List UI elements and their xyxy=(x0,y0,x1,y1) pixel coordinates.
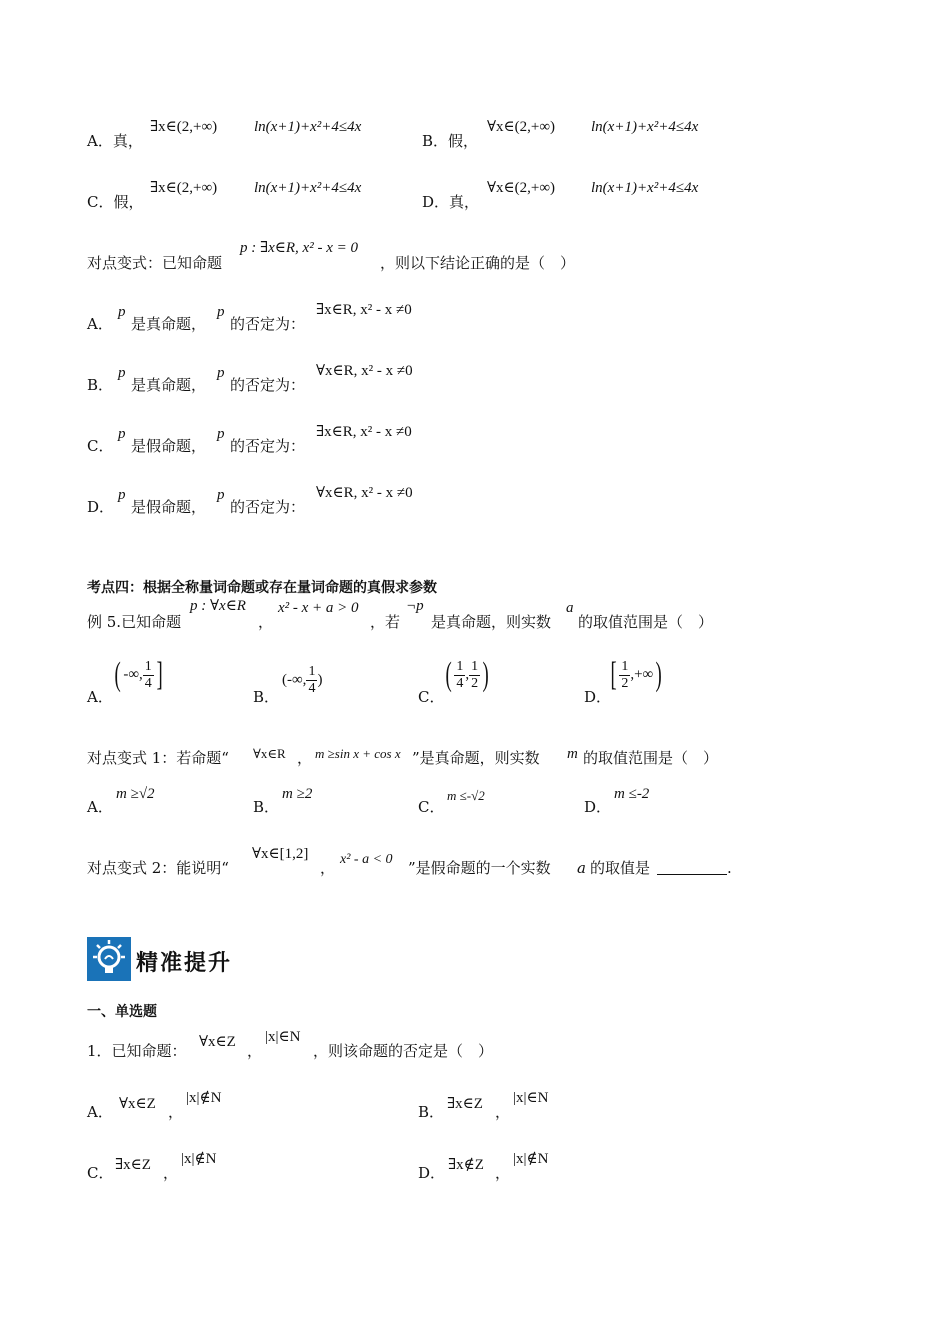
banner-title: 精准提升 xyxy=(136,951,233,976)
variant0-opt-a-p2: p xyxy=(217,304,225,320)
variant2-suffix2: 的取值是 xyxy=(590,859,651,877)
variant2-expression: x² - a < 0 xyxy=(340,852,393,867)
variant2-suffix: ”是假命题的一个实数 xyxy=(408,859,551,877)
variant0-opt-d-text1: 是假命题， xyxy=(131,498,207,516)
variant1-opt-c-label: C． xyxy=(418,798,445,816)
ex5-opt-b-interval: (-∞, $\frac{1}{4}$ ) xyxy=(282,664,323,696)
q1-expression: |x|∈N xyxy=(265,1029,301,1045)
variant0-opt-c-p: p xyxy=(118,426,126,442)
q1-opt-c-quantifier: ∃x∈Z xyxy=(115,1157,151,1173)
variant0-opt-a-text1: 是真命题， xyxy=(131,315,207,333)
variant0-prefix: 对点变式：已知命题 xyxy=(87,254,223,272)
lightbulb-icon xyxy=(87,937,131,981)
variant0-opt-b-p2: p xyxy=(217,365,225,381)
q1-opt-c-sep: ， xyxy=(163,1164,179,1182)
variant0-opt-b-negation: ∀x∈R, x² - x ≠0 xyxy=(316,363,413,379)
variant1-opt-a-label: A． xyxy=(87,798,113,816)
option-b-label: B．假， xyxy=(422,132,479,150)
q1-opt-b-expr: |x|∈N xyxy=(513,1090,549,1106)
option-a-quantifier: ∃x∈(2,+∞) xyxy=(150,119,218,135)
option-d-quantifier: ∀x∈(2,+∞) xyxy=(487,180,556,196)
ex5-opt-c-interval: ( $\frac{1}{4}$ , $\frac{1}{2}$ ) xyxy=(445,656,489,693)
option-a-expression: ln(x+1)+x²+4≤4x xyxy=(254,119,362,135)
q1-suffix: ，则该命题的否定是（ ） xyxy=(313,1042,494,1060)
q1-opt-c-label: C． xyxy=(87,1164,114,1182)
variant0-opt-d-label: D． xyxy=(87,498,115,516)
variant0-opt-a-label: A． xyxy=(87,315,113,333)
variant0-opt-d-p: p xyxy=(118,487,126,503)
option-b-expression: ln(x+1)+x²+4≤4x xyxy=(591,119,699,135)
example5-negation: ¬p xyxy=(406,598,424,614)
variant0-opt-b-p: p xyxy=(118,365,126,381)
example5-mid: ，若 xyxy=(370,613,401,631)
variant2-prefix: 对点变式 2：能说明“ xyxy=(87,859,229,877)
q1-prefix: 1．已知命题： xyxy=(87,1042,187,1060)
ex5-opt-a-label: A． xyxy=(87,688,113,706)
example5-var: a xyxy=(566,600,574,616)
option-a-label: A．真， xyxy=(87,132,143,150)
variant0-opt-d-negation: ∀x∈R, x² - x ≠0 xyxy=(316,485,413,501)
answer-blank xyxy=(657,860,727,875)
q1-opt-b-quantifier: ∃x∈Z xyxy=(447,1096,483,1112)
variant0-opt-a-text2: 的否定为： xyxy=(230,315,306,333)
variant2-var: a xyxy=(577,859,586,877)
variant0-opt-d-p2: p xyxy=(217,487,225,503)
variant1-opt-d-expr: m ≤-2 xyxy=(614,786,650,802)
variant1-prefix: 对点变式 1：若命题“ xyxy=(87,749,229,767)
variant2-end: . xyxy=(727,859,732,877)
variant0-opt-d-text2: 的否定为： xyxy=(230,498,306,516)
variant0-opt-a-negation: ∃x∈R, x² - x ≠0 xyxy=(316,302,412,318)
example5-prefix: 例 5.已知命题 xyxy=(87,613,182,631)
variant0-suffix: ，则以下结论正确的是（ ） xyxy=(380,254,576,272)
variant2-quantifier: ∀x∈[1,2] xyxy=(252,846,309,862)
option-d-label: D．真， xyxy=(422,193,480,211)
part1-heading: 一、单选题 xyxy=(87,1004,157,1020)
example5-mid2: 是真命题，则实数 xyxy=(431,613,552,631)
variant1-opt-b-expr: m ≥2 xyxy=(282,786,313,802)
q1-opt-d-quantifier: ∃x∉Z xyxy=(448,1157,484,1173)
q1-opt-d-expr: |x|∉N xyxy=(513,1151,549,1167)
q1-opt-c-expr: |x|∉N xyxy=(181,1151,217,1167)
ex5-opt-d-label: D． xyxy=(584,688,612,706)
option-d-expression: ln(x+1)+x²+4≤4x xyxy=(591,180,699,196)
q1-opt-a-label: A． xyxy=(87,1103,113,1121)
variant0-opt-c-text2: 的否定为： xyxy=(230,437,306,455)
q1-opt-a-expr: |x|∉N xyxy=(186,1090,222,1106)
variant0-opt-c-text1: 是假命题， xyxy=(131,437,207,455)
variant1-sep: ， xyxy=(297,749,313,767)
variant0-proposition: p : ∃x∈R, x² - x = 0 xyxy=(240,240,358,256)
variant0-opt-b-label: B． xyxy=(87,376,114,394)
variant0-opt-c-p2: p xyxy=(217,426,225,442)
variant1-opt-d-label: D． xyxy=(584,798,612,816)
example5-expression: x² - x + a > 0 xyxy=(278,600,359,616)
q1-opt-a-sep: ， xyxy=(168,1103,184,1121)
q1-sep: ， xyxy=(247,1042,263,1060)
option-b-quantifier: ∀x∈(2,+∞) xyxy=(487,119,556,135)
variant1-opt-a-expr: m ≥√2 xyxy=(116,786,155,802)
variant1-suffix2: 的取值范围是（ ） xyxy=(583,749,719,767)
q1-opt-a-quantifier: ∀x∈Z xyxy=(119,1096,156,1112)
variant1-var: m xyxy=(567,746,578,762)
variant0-opt-b-text1: 是真命题， xyxy=(131,376,207,394)
variant0-opt-c-label: C． xyxy=(87,437,114,455)
ex5-opt-b-label: B． xyxy=(253,688,280,706)
option-c-quantifier: ∃x∈(2,+∞) xyxy=(150,180,218,196)
ex5-opt-a-interval: ( -∞, $\frac{1}{4}$ ] xyxy=(114,656,163,693)
ex5-opt-c-label: C． xyxy=(418,688,445,706)
variant0-opt-c-negation: ∃x∈R, x² - x ≠0 xyxy=(316,424,412,440)
example5-sep: ， xyxy=(258,613,274,631)
variant0-opt-b-text2: 的否定为： xyxy=(230,376,306,394)
ex5-opt-d-interval: [ $\frac{1}{2}$ ,+∞) xyxy=(610,656,663,693)
variant1-opt-c-expr: m ≤-√2 xyxy=(447,788,485,803)
example5-suffix: 的取值范围是（ ） xyxy=(578,613,714,631)
q1-opt-b-sep: ， xyxy=(495,1103,511,1121)
variant1-suffix: ”是真命题，则实数 xyxy=(412,749,540,767)
variant0-opt-a-p: p xyxy=(118,304,126,320)
variant1-opt-b-label: B． xyxy=(253,798,280,816)
q1-opt-d-label: D． xyxy=(418,1164,446,1182)
q1-opt-b-label: B． xyxy=(418,1103,445,1121)
variant1-quantifier: ∀x∈R xyxy=(253,746,286,761)
option-c-expression: ln(x+1)+x²+4≤4x xyxy=(254,180,362,196)
section4-heading: 考点四：根据全称量词命题或存在量词命题的真假求参数 xyxy=(87,580,437,596)
q1-quantifier: ∀x∈Z xyxy=(199,1034,236,1050)
q1-opt-d-sep: ， xyxy=(495,1164,511,1182)
option-c-label: C．假， xyxy=(87,193,144,211)
variant2-sep: ， xyxy=(320,859,336,877)
example5-proposition: p : ∀x∈R xyxy=(190,598,246,614)
variant1-expression: m ≥sin x + cos x xyxy=(315,746,401,761)
